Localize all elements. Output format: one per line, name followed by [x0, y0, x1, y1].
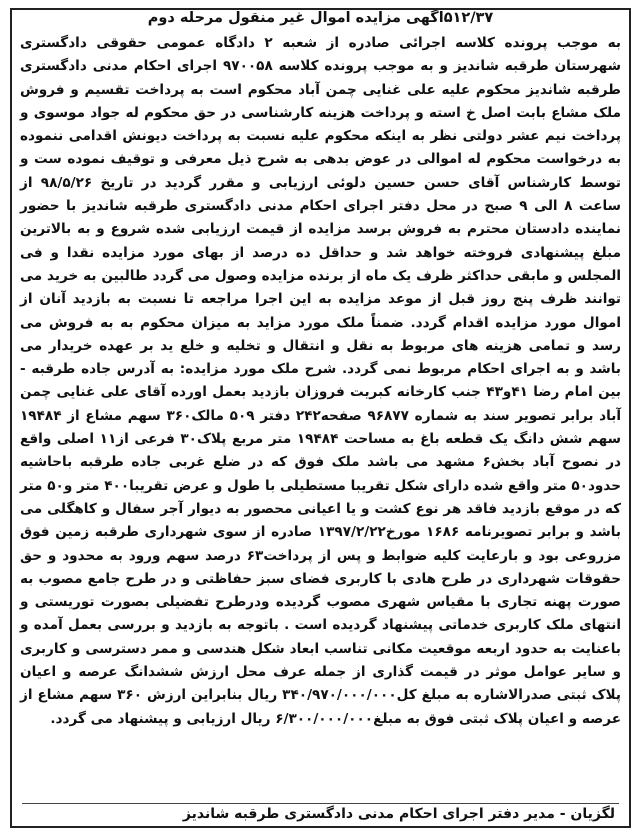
notice-signature: لگزیان - مدیر دفتر اجرای احکام مدنی دادگستری طرقبه شاندیز [182, 806, 615, 822]
notice-body [20, 32, 621, 731]
notice-paragraph: به موجب پرونده کلاسه اجرائی صادره از شعبه ۲ دادگاه عمومی حقوقی دادگستری شهرستان طرقبه شاندیز و به موجب پرونده کلاسه ۹۷۰۰۵۸ اجرای احکام مدنی دادگستری طرقبه شاندیز محکوم علیه علی غنایی چمن آباد محکوم است به پرداخت تقسیم و فروش ملک مشاع بابت اصل خ استه و پرداخت هزینه کارشناسی در حق محکوم له جواد موسوی و پرداخت نیم عشر دولتی نظر به اینکه محکوم علیه نسبت به پرداخت دیونش اقدامی ننموده به درخواست محکوم له اموالی در عوض بدهی به شرح ذیل معرفی و توقیف نموده ست و توسط کارشناس آقای حسن حسین دلوئی ارزیابی و مقرر گردید در تاریخ ۹۸/۵/۲۶ از ساعت ۸ الی ۹ صبح در محل دفتر اجرای احکام مدنی دادگستری طرقبه شاندیز با حضور نماینده دادستان محترم به فروش برسد مزایده از قیمت ارزیابی شده شروع و به بالاترین مبلغ پیشنهادی فروخته خواهد شد و حداقل ده درصد از بهای مورد مزایده نقدا و فی المجلس و مابقی حداکثر ظرف یک ماه از برنده مزایده وصول می گردد طالبین به خرید می توانند ظرف پنج روز قبل از موعد مزایده به این اجرا مراجعه تا نسبت به بازدید آنان از اموال مورد مزایده اقدام گردد. ضمناً ملک مورد مزاید به میزان محکوم به به فروش می رسد و تمامی هزینه های مربوط به نقل و انتقال و تخلیه و خلع ید بر عهده خریدار می باشد و به اجرای احکام مربوط نمی گردد. شرح ملک مورد مزایده: به آدرس جاده طرقبه - بین امام رضا ۴۱و۴۳ جنب کارخانه کبریت فروزان بازدید بعمل اورده آقای علی غنایی چمن آباد برابر تصویر سند به شماره ۹۶۸۷۷ صفحه۲۴۲ دفتر ۵۰۹ مالک۳۶۰ سهم مشاع از ۱۹۴۸۴ سهم شش دانگ یک قطعه باغ به مساحت ۱۹۴۸۴ متر مربع پلاک۳۰ فرعی از۱۱ اصلی واقع در نصوح آباد بخش۶ مشهد می باشد ملک فوق که در ضلع غربی جاده طرقبه باحاشیه حدود۵۰ متر واقع شده دارای شکل تقریبا مستطیلی با طول و عرض تقریبا۴۰۰ متر و۵۰ متر که در موقع بازدید فاقد هر نوع کشت و یا اعیانی محصور به دیوار آجر سفال و کاهگلی می باشد و برابر تصویرنامه ۱۶۸۶ مورخ۱۳۹۷/۲/۲۲ صادره از سوی شهرداری طرقبه زمین فوق مزروعی بود و بارعایت کلیه ضوابط و پس از پرداخت۶۳ درصد سهم ورود به محدود و حق حقوقات شهرداری در طرح هادی با کاربری فضای سبز حفاظتی و در طرح جامع مصوب به صورت پهنه تجاری با مقیاس شهری مصوب گردیده ودرطرح تفضیلی بصورت توریستی و انتهای ملک کاربری خدماتی پیشنهاد گردیده است . باتوجه به بازدید و بررسی بعمل آمده و باعنایت به حدود اربعه موقعیت مکانی تناسب ابعاد شکل هندسی و ممر دسترسی و کاربری و سایر عوامل موثر در قیمت گذاری از جمله عرف محل ارزش ششدانگ عرصه و اعیان پلاک ثبتی صدرالاشاره به مبلغ کل۳۴۰/۹۷۰/۰۰۰/۰۰۰ ریال بنابراین ارزش ۳۶۰ سهم مشاع از عرصه و اعیان پلاک ثبتی فوق به مبلغ۶/۳۰۰/۰۰۰/۰۰۰ ریال ارزیابی و پیشنهاد می گردد. [20, 35, 622, 727]
notice-title: ۵۱۲/۳۷آگهی مزایده اموال غیر منقول مرحله دوم [12, 8, 629, 28]
notice-frame [10, 8, 631, 828]
